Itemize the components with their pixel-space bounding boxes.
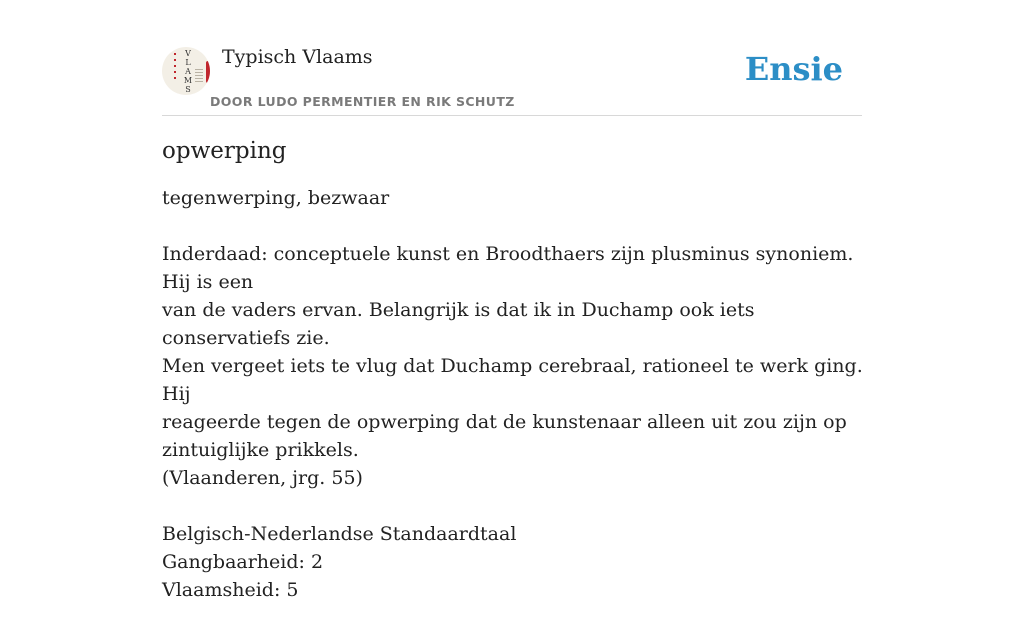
book-cover-logo[interactable] bbox=[162, 47, 210, 95]
entry-term: opwerping bbox=[162, 138, 287, 164]
example-line: reageerde tegen de opwerping dat de kunstenaar alleen uit zou zijn op bbox=[162, 411, 847, 433]
vlaamsheid-label: Vlaamsheid: 5 bbox=[162, 579, 299, 601]
logo-red-bar bbox=[206, 61, 210, 83]
ensie-logo[interactable]: Ensie bbox=[744, 50, 843, 88]
example-source: (Vlaanderen, jrg. 55) bbox=[162, 467, 363, 489]
entry-example bbox=[162, 240, 867, 492]
example-line: van de vaders ervan. Belangrijk is dat ik in Duchamp ook iets conservatiefs zie. bbox=[162, 299, 755, 349]
language-label: Belgisch-Nederlandse Standaardtaal bbox=[162, 523, 517, 545]
logo-text-lines bbox=[195, 69, 203, 83]
example-line: zintuiglijke prikkels. bbox=[162, 439, 359, 461]
gangbaarheid-label: Gangbaarheid: 2 bbox=[162, 551, 324, 573]
entry-content bbox=[162, 138, 867, 632]
site-title[interactable]: Typisch Vlaams bbox=[222, 46, 373, 68]
example-line: Inderdaad: conceptuele kunst en Broodthaers zijn plusminus synoniem. Hij is een bbox=[162, 243, 854, 293]
entry-meta bbox=[162, 520, 867, 604]
logo-red-marks bbox=[174, 53, 176, 81]
example-line: Men vergeet iets te vlug dat Duchamp cerebraal, rationeel te werk ging. Hij bbox=[162, 355, 863, 405]
header bbox=[162, 44, 862, 116]
authors-byline: DOOR LUDO PERMENTIER EN RIK SCHUTZ bbox=[210, 94, 515, 109]
entry-definition: tegenwerping, bezwaar bbox=[162, 187, 390, 209]
logo-letters: V L A M S bbox=[183, 49, 193, 94]
